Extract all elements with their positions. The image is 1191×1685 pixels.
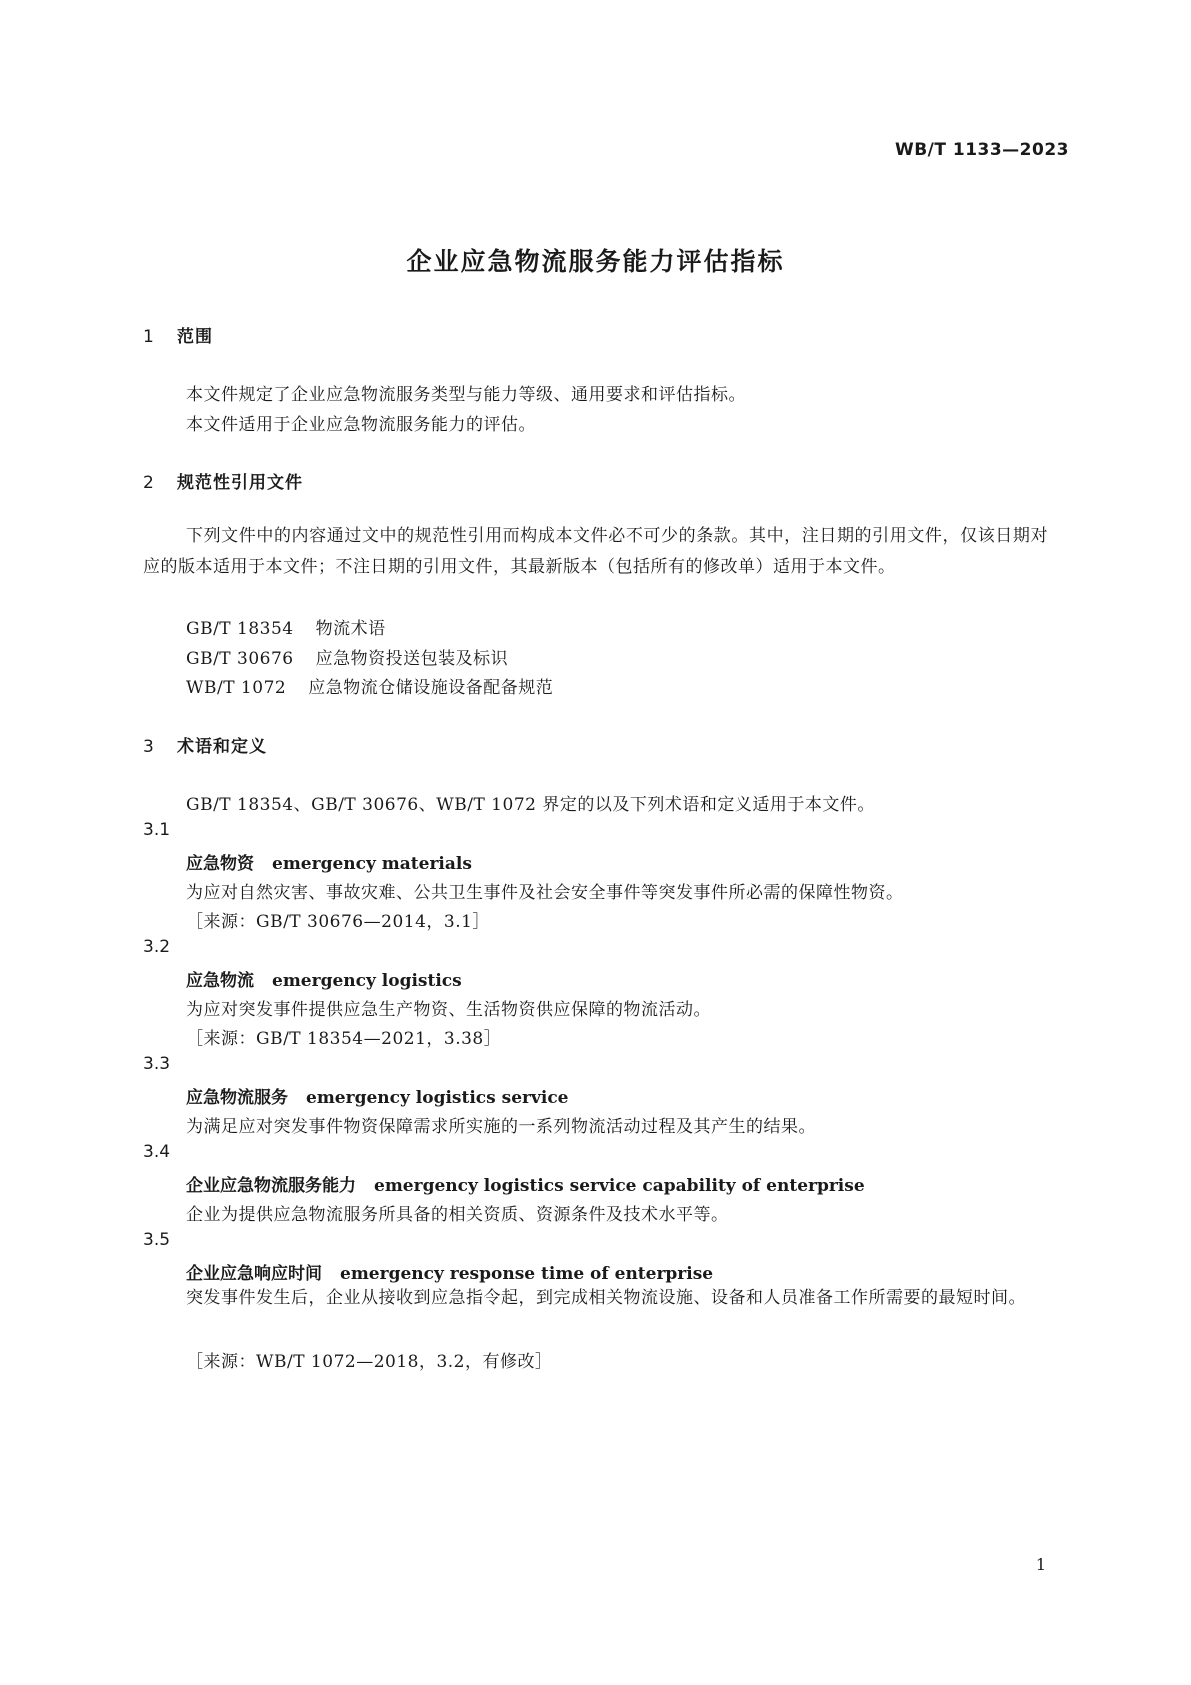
term-definition: 企业为提供应急物流服务所具备的相关资质、资源条件及技术水平等。 [186,1205,729,1225]
normative-refs-intro: 下列文件中的内容通过文中的规范性引用而构成本文件必不可少的条款。其中，注日期的引用文件，仅该日期对应的版本适用于本文件；不注日期的引用文件，其最新版本（包括所有的修改单）适用于本文件。 [143,526,1048,577]
section-title: 范围 [177,327,213,347]
reference-name: 应急物资投送包装及标识 [315,649,509,669]
term-entry [186,849,472,874]
term-entry [186,1259,713,1284]
term-definition: 突发事件发生后，企业从接收到应急指令起，到完成相关物流设施、设备和人员准备工作所需要的最短时间。 [186,1288,1026,1308]
reference-name: 应急物流仓储设施设备配备规范 [308,678,554,698]
section-number: 2 [143,473,155,493]
scope-paragraph-1: 本文件规定了企业应急物流服务类型与能力等级、通用要求和评估指标。 [186,385,746,405]
reference-code: WB/T 1072 [186,678,287,698]
reference-item [186,644,508,669]
scope-paragraph-2: 本文件适用于企业应急物流服务能力的评估。 [186,415,536,435]
term-source: ［来源：GB/T 18354—2021，3.38］ [186,1029,502,1049]
term-number: 3.4 [143,1142,171,1162]
term-definition: 为应对自然灾害、事故灾难、公共卫生事件及社会安全事件等突发事件所必需的保障性物资。 [186,883,904,903]
term-zh: 企业应急响应时间 [186,1264,322,1284]
term-number: 3.5 [143,1230,171,1250]
reference-name: 物流术语 [315,619,386,639]
section-title: 术语和定义 [177,737,267,757]
section-heading-scope [143,322,213,347]
page-number: 1 [1035,1555,1046,1574]
reference-item [186,673,553,698]
term-number: 3.3 [143,1054,171,1074]
term-definition: 为满足应对突发事件物资保障需求所实施的一系列物流活动过程及其产生的结果。 [186,1117,816,1137]
term-zh: 企业应急物流服务能力 [186,1176,356,1196]
term-source: ［来源：WB/T 1072—2018，3.2，有修改］ [186,1352,553,1372]
term-source: ［来源：GB/T 30676—2014，3.1］ [186,912,490,932]
term-en: emergency logistics service capability of enterprise [374,1176,865,1196]
term-en: emergency logistics service [306,1088,569,1108]
term-entry [186,1171,865,1196]
term-entry [186,1083,569,1108]
section-number: 3 [143,737,155,757]
term-zh: 应急物流服务 [186,1088,288,1108]
term-en: emergency response time of enterprise [340,1264,714,1284]
term-entry [186,966,462,991]
term-en: emergency materials [272,854,472,874]
reference-code: GB/T 18354 [186,619,294,639]
term-zh: 应急物流 [186,971,254,991]
document-title: 企业应急物流服务能力评估指标 [406,247,785,276]
section-title: 规范性引用文件 [177,473,303,493]
section-heading-normative-refs [143,468,303,493]
reference-item [186,614,386,639]
term-zh: 应急物资 [186,854,254,874]
term-number: 3.2 [143,937,171,957]
section-number: 1 [143,327,155,347]
term-en: emergency logistics [272,971,462,991]
reference-code: GB/T 30676 [186,649,294,669]
terms-intro: GB/T 18354、GB/T 30676、WB/T 1072 界定的以及下列术语和定义适用于本文件。 [186,795,875,815]
term-number: 3.1 [143,820,171,840]
term-definition: 为应对突发事件提供应急生产物资、生活物资供应保障的物流活动。 [186,1000,711,1020]
section-heading-terms [143,732,267,757]
standard-code: WB/T 1133—2023 [894,140,1069,160]
